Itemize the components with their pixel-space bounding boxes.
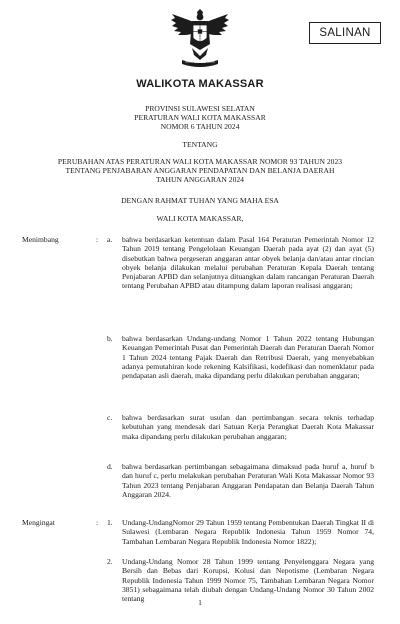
mengingat-colon: : xyxy=(96,518,99,527)
garuda-emblem-icon xyxy=(170,8,230,70)
mengingat-item-2: Undang-Undang Nomor 28 Tahun 1999 tentang Penyelenggara Negara yang Bersih dan Bebas dari Korupsi, Kolusi dan Nepotisme (Lembaran Negara Republik Indonesia Tahun 1999 Nomor 75, Tambahan Lembaran Negara Nomor 3851) sebagaimana telah diubah dengan Undang-Undang Nomor 30 Tahun 2002 tentang xyxy=(122,557,374,603)
mengingat-item-2-num: 2. xyxy=(107,557,113,566)
document-title: WALIKOTA MAKASSAR xyxy=(136,78,264,90)
province-line: PROVINSI SULAWESI SELATAN xyxy=(145,104,255,113)
mengingat-item-1-num: 1. xyxy=(107,518,113,527)
menimbang-label: Menimbang xyxy=(22,235,59,244)
menimbang-item-a: bahwa berdasarkan ketentuan dalam Pasal 164 Peraturan Pemerintah Nomor 12 Tahun 2019 tentang Pengelolaan Keuangan Daerah pada ayat (2) dan ayat (5) disebutkan bahwa pergeseran anggaran antar obyek belanja dan/atau antar rincian obyek belanja dilakukan melalui perubahan Peraturan Kepala Daerah tentang Penjabaran APBD dan selanjutnya dituangkan dalam rancangan Peraturan Daerah tentang Perubahan APBD atau ditampung dalam laporan realisasi anggaran; xyxy=(122,235,374,291)
subject-line-3: TAHUN ANGGARAN 2024 xyxy=(156,175,244,184)
page-number: 1 xyxy=(198,598,202,607)
rahmat-line: DENGAN RAHMAT TUHAN YANG MAHA ESA xyxy=(121,196,279,205)
menimbang-item-d: bahwa berdasarkan pertimbangan sebagaimana dimaksud pada huruf a, huruf b dan huruf c, perlu melakukan perubahan Peraturan Wali Kota Makassar Nomor 93 Tahun 2023 tentang Penjabaran Anggaran Pendapatan dan Belanja Daerah Tahun Anggaran 2024. xyxy=(122,462,374,499)
official-line: WALI KOTA MAKASSAR, xyxy=(156,214,244,223)
mengingat-item-1: Undang-UndangNomor 29 Tahun 1959 tentang Pembentukan Daerah Tingkat II di Sulawesi (Lembaran Negara Republik Indonesia Tahun 1959 Nomor 74, Tambahan Lembaran Negara Republik Indonesia Nomor 1822); xyxy=(122,518,374,546)
menimbang-item-b-num: b. xyxy=(107,334,113,343)
menimbang-item-d-num: d. xyxy=(107,462,113,471)
menimbang-item-c: bahwa berdasarkan surat usulan dan pertimbangan secara teknis terhadap kebutuhan yang mendesak dari Satuan Kerja Perangkat Daerah Kota Makassar maka dipandang perlu dilakukan perubahan anggaran; xyxy=(122,413,374,441)
tentang-heading: TENTANG xyxy=(182,140,218,149)
subject-line-2: TENTANG PENJABARAN ANGGARAN PENDAPATAN DAN BELANJA DAERAH xyxy=(65,166,335,175)
mengingat-label: Mengingat xyxy=(22,518,55,527)
menimbang-item-b: bahwa berdasarkan Undang-undang Nomor 1 Tahun 2022 tentang Hubungan Keuangan Pemerintah Pusat dan Pemerintah Daerah dan Peraturan Daerah Nomor 1 Tahun 2024 tentang Pajak Daerah dan Retribusi Daerah, yang menyebabkan adanya pemutahiran kode rekening Kalsifikasi, kodefikasi dan nomenklatur pada pendapatan asli daerah, maka dipandang perlu dilakukan perubahan anggaran; xyxy=(122,334,374,380)
menimbang-item-a-num: a. xyxy=(107,235,113,244)
salinan-stamp: SALINAN xyxy=(309,22,381,44)
menimbang-item-c-num: c. xyxy=(107,413,113,422)
regulation-number: NOMOR 6 TAHUN 2024 xyxy=(160,122,240,131)
regulation-line: PERATURAN WALI KOTA MAKASSAR xyxy=(134,113,266,122)
menimbang-colon: : xyxy=(96,235,99,244)
subject-line-1: PERUBAHAN ATAS PERATURAN WALI KOTA MAKASSAR NOMOR 93 TAHUN 2023 xyxy=(57,157,343,166)
